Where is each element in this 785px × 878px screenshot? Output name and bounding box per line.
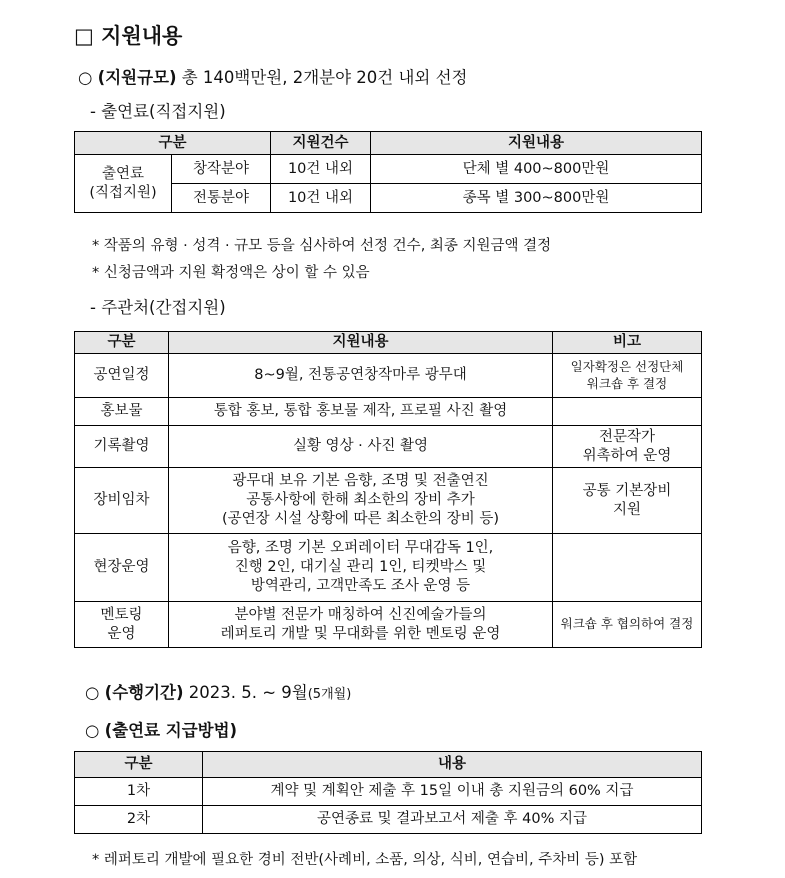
row-note: 전문작가 위촉하여 운영	[553, 426, 702, 468]
table-cell: 창작분야	[172, 155, 271, 184]
group-cell: 출연료 (직접지원)	[75, 155, 172, 213]
row-note: 공통 기본장비 지원	[553, 468, 702, 534]
row-key: 멘토링 운영	[75, 602, 169, 648]
row-value: 광무대 보유 기본 음향, 조명 및 전출연진 공통사항에 한해 최소한의 장비 추가 (공연장 시설 상황에 따른 최소한의 장비 등)	[169, 468, 553, 534]
period-suffix: (5개월)	[307, 687, 352, 702]
col-header: 지원내용	[169, 332, 553, 354]
table-cell: 전통분야	[172, 184, 271, 213]
row-note: 워크숍 후 협의하여 결정	[553, 602, 702, 648]
row-value: 실황 영상 · 사진 촬영	[169, 426, 553, 468]
col-header: 구분	[75, 132, 271, 155]
bullet-circle: ○	[85, 721, 100, 740]
support-scale-line	[78, 64, 467, 88]
row-value: 계약 및 계획안 제출 후 15일 이내 총 지원금의 60% 지급	[203, 778, 702, 806]
col-header: 내용	[203, 752, 702, 778]
row-key: 홍보물	[75, 398, 169, 426]
col-header: 지원건수	[271, 132, 371, 155]
row-value: 8~9월, 전통공연창작마루 광무대	[169, 354, 553, 398]
period-text: 2023. 5. ~ 9월	[188, 683, 308, 702]
row-value: 공연종료 및 결과보고서 제출 후 40% 지급	[203, 806, 702, 834]
scale-text: 총 140백만원, 2개분야 20건 내외 선정	[181, 68, 468, 87]
indirect-support-table	[74, 331, 702, 648]
row-key: 장비임차	[75, 468, 169, 534]
payment-label: (출연료 지급방법)	[104, 721, 238, 740]
row-value: 통합 홍보, 통합 홍보물 제작, 프로필 사진 촬영	[169, 398, 553, 426]
period-label: (수행기간)	[104, 683, 184, 702]
note-line: * 신청금액과 지원 확정액은 상이 할 수 있음	[92, 265, 370, 281]
row-note: 일자확정은 선정단체 워크숍 후 결정	[553, 354, 702, 398]
col-header: 구분	[75, 332, 169, 354]
table-cell: 종목 별 300~800만원	[371, 184, 702, 213]
row-key: 1차	[75, 778, 203, 806]
note-line: * 레퍼토리 개발에 필요한 경비 전반(사례비, 소품, 의상, 식비, 연습비, 주차비 등) 포함	[92, 852, 638, 868]
row-value: 음향, 조명 기본 오퍼레이터 무대감독 1인, 진행 2인, 대기실 관리 1인, 티켓박스 및 방역관리, 고객만족도 조사 운영 등	[169, 534, 553, 602]
direct-support-heading: - 출연료(직접지원)	[90, 102, 226, 121]
scale-label: (지원규모)	[97, 68, 177, 87]
payment-table	[74, 751, 702, 834]
row-key: 현장운영	[75, 534, 169, 602]
payment-heading	[85, 717, 237, 741]
bullet-circle: ○	[85, 683, 100, 702]
table-cell: 단체 별 400~800만원	[371, 155, 702, 184]
row-key: 2차	[75, 806, 203, 834]
row-key: 공연일정	[75, 354, 169, 398]
table-cell: 10건 내외	[271, 184, 371, 213]
row-note	[553, 534, 702, 602]
indirect-support-heading: - 주관처(간접지원)	[90, 298, 226, 317]
note-line: * 작품의 유형 · 성격 · 규모 등을 심사하여 선정 건수, 최종 지원금액 결정	[92, 238, 552, 254]
col-header: 구분	[75, 752, 203, 778]
row-note	[553, 398, 702, 426]
row-key: 기록촬영	[75, 426, 169, 468]
table-cell: 10건 내외	[271, 155, 371, 184]
period-line	[85, 679, 351, 703]
row-value: 분야별 전문가 매칭하여 신진예술가들의 레퍼토리 개발 및 무대화를 위한 멘토링 운영	[169, 602, 553, 648]
bullet-circle: ○	[78, 68, 93, 87]
page-title: □ 지원내용	[74, 24, 183, 48]
col-header: 지원내용	[371, 132, 702, 155]
col-header: 비고	[553, 332, 702, 354]
direct-support-table	[74, 131, 702, 213]
